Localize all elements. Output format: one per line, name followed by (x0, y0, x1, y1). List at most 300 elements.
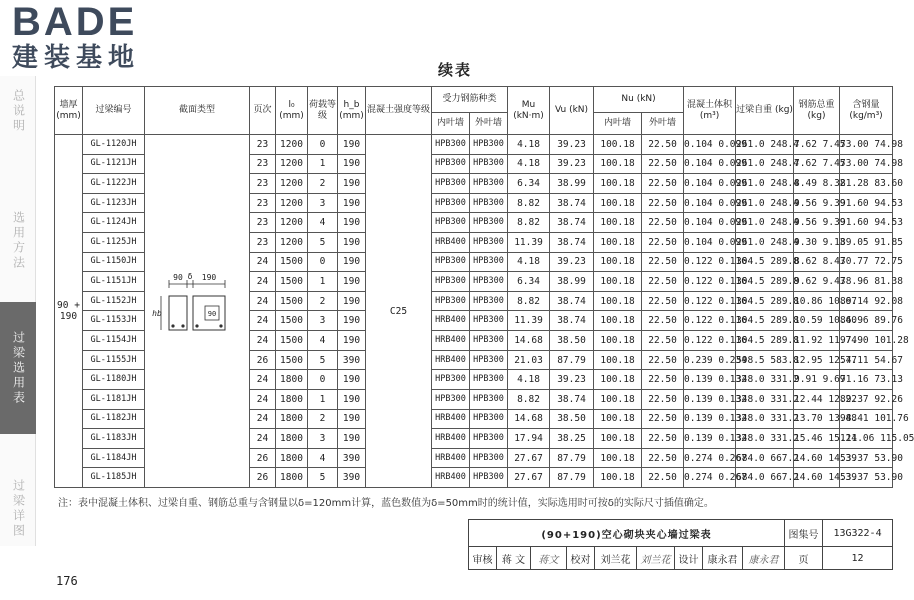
page-cell: 23 (250, 154, 276, 174)
load-cell: 0 (308, 252, 338, 272)
conc-vol-cell: 0.274 0.267 (684, 448, 736, 468)
rebar-inner-cell: HPB300 (432, 272, 470, 292)
self-weight-cell: 261.0 248.4 (736, 174, 794, 194)
steel-rate-cell: 81.28 83.60 (840, 174, 893, 194)
check-label: 校对 (567, 547, 595, 570)
load-cell: 0 (308, 135, 338, 155)
steel-total-cell: 15.46 15.24 (794, 429, 840, 449)
nu-outer-cell: 22.50 (642, 154, 684, 174)
vu-cell: 38.74 (550, 193, 594, 213)
table-row (55, 135, 893, 155)
code-cell: GL-1150JH (83, 252, 145, 272)
nu-outer-cell: 22.50 (642, 252, 684, 272)
hb-cell: 190 (338, 389, 366, 409)
load-cell: 4 (308, 213, 338, 233)
brand-logo (12, 2, 182, 82)
nu-inner-cell: 100.18 (594, 389, 642, 409)
header-section: 截面类型 (145, 87, 250, 135)
rebar-inner-cell: HRB400 (432, 350, 470, 370)
vu-cell: 39.23 (550, 252, 594, 272)
conc-vol-cell: 0.139 0.132 (684, 389, 736, 409)
nu-inner-cell: 100.18 (594, 174, 642, 194)
hb-cell: 190 (338, 370, 366, 390)
l0-cell: 1200 (276, 213, 308, 233)
nu-inner-cell: 100.18 (594, 272, 642, 292)
steel-rate-cell: 89.05 91.85 (840, 233, 893, 253)
hb-cell: 190 (338, 193, 366, 213)
load-cell: 1 (308, 272, 338, 292)
hb-cell: 190 (338, 311, 366, 331)
steel-rate-cell: 91.60 94.53 (840, 193, 893, 213)
conc-vol-cell: 0.122 0.116 (684, 252, 736, 272)
conc-vol-cell: 0.104 0.099 (684, 193, 736, 213)
code-cell: GL-1122JH (83, 174, 145, 194)
header-steel-rate: 含钢量 (kg/m³) (840, 87, 893, 135)
nu-outer-cell: 22.50 (642, 448, 684, 468)
reviewer-name: 蒋 文 (497, 547, 531, 570)
steel-total-cell: 12.44 12.22 (794, 389, 840, 409)
vu-cell: 39.23 (550, 154, 594, 174)
nu-outer-cell: 22.50 (642, 135, 684, 155)
l0-cell: 1800 (276, 448, 308, 468)
hb-cell: 190 (338, 154, 366, 174)
rebar-inner-cell: HPB300 (432, 154, 470, 174)
steel-total-cell: 8.62 8.43 (794, 252, 840, 272)
title-block (468, 519, 893, 570)
mu-cell: 14.68 (508, 331, 550, 351)
nu-outer-cell: 22.50 (642, 311, 684, 331)
steel-rate-cell: 111.06 115.05 (840, 429, 893, 449)
rebar-outer-cell: HPB300 (470, 252, 508, 272)
header-beam-code: 过梁编号 (83, 87, 145, 135)
self-weight-cell: 348.0 331.2 (736, 409, 794, 429)
conc-vol-cell: 0.104 0.099 (684, 213, 736, 233)
self-weight-cell: 684.0 667.2 (736, 468, 794, 488)
header-steel-total: 钢筋总重 (kg) (794, 87, 840, 135)
vu-cell: 38.25 (550, 429, 594, 449)
steel-rate-cell: 98.41 101.76 (840, 409, 893, 429)
hb-cell: 390 (338, 350, 366, 370)
l0-cell: 1500 (276, 311, 308, 331)
page-cell: 24 (250, 291, 276, 311)
nu-outer-cell: 22.50 (642, 331, 684, 351)
nu-outer-cell: 22.50 (642, 429, 684, 449)
code-cell: GL-1124JH (83, 213, 145, 233)
mu-cell: 11.39 (508, 233, 550, 253)
side-tab-detail[interactable]: 过梁详图 (11, 479, 26, 539)
rebar-outer-cell: HPB300 (470, 193, 508, 213)
mu-cell: 17.94 (508, 429, 550, 449)
rebar-inner-cell: HRB400 (432, 331, 470, 351)
mu-cell: 8.82 (508, 291, 550, 311)
steel-rate-cell: 53.37 53.90 (840, 468, 893, 488)
nu-outer-cell: 22.50 (642, 291, 684, 311)
rebar-inner-cell: HPB300 (432, 291, 470, 311)
load-cell: 3 (308, 429, 338, 449)
rebar-outer-cell: HPB300 (470, 291, 508, 311)
vu-cell: 38.99 (550, 272, 594, 292)
steel-total-cell: 9.62 9.43 (794, 272, 840, 292)
page-cell: 23 (250, 174, 276, 194)
page-cell: 24 (250, 389, 276, 409)
header-vu: Vu (kN) (550, 87, 594, 135)
steel-rate-cell: 91.60 94.53 (840, 213, 893, 233)
l0-cell: 1200 (276, 233, 308, 253)
steel-rate-cell: 54.11 54.67 (840, 350, 893, 370)
rebar-outer-cell: HPB300 (470, 311, 508, 331)
drawing-page-number: 12 (823, 547, 893, 570)
self-weight-cell: 304.5 289.8 (736, 272, 794, 292)
hb-cell: 190 (338, 331, 366, 351)
rebar-outer-cell: HPB300 (470, 331, 508, 351)
steel-rate-cell: 86.96 89.76 (840, 311, 893, 331)
rebar-outer-cell: HPB300 (470, 429, 508, 449)
concrete-grade-cell: C25 (366, 135, 432, 488)
mu-cell: 4.18 (508, 154, 550, 174)
nu-inner-cell: 100.18 (594, 350, 642, 370)
conc-vol-cell: 0.122 0.116 (684, 311, 736, 331)
page-cell: 23 (250, 135, 276, 155)
load-cell: 5 (308, 233, 338, 253)
page-cell: 26 (250, 468, 276, 488)
page-cell: 24 (250, 429, 276, 449)
page-cell: 24 (250, 370, 276, 390)
steel-total-cell: 9.56 9.39 (794, 213, 840, 233)
rebar-outer-cell: HPB300 (470, 135, 508, 155)
page-cell: 24 (250, 311, 276, 331)
page-cell: 24 (250, 409, 276, 429)
load-cell: 0 (308, 370, 338, 390)
load-cell: 4 (308, 448, 338, 468)
rebar-outer-cell: HPB300 (470, 409, 508, 429)
rebar-inner-cell: HPB300 (432, 213, 470, 233)
l0-cell: 1800 (276, 409, 308, 429)
mu-cell: 8.82 (508, 213, 550, 233)
code-cell: GL-1185JH (83, 468, 145, 488)
mu-cell: 21.03 (508, 350, 550, 370)
hb-cell: 190 (338, 291, 366, 311)
rebar-outer-cell: HPB300 (470, 468, 508, 488)
self-weight-cell: 261.0 248.4 (736, 154, 794, 174)
l0-cell: 1500 (276, 331, 308, 351)
self-weight-cell: 684.0 667.2 (736, 448, 794, 468)
load-cell: 2 (308, 174, 338, 194)
header-nu-inner: 内叶墙 (594, 113, 642, 135)
vu-cell: 38.50 (550, 409, 594, 429)
self-weight-cell: 261.0 248.4 (736, 135, 794, 155)
self-weight-cell: 598.5 583.8 (736, 350, 794, 370)
l0-cell: 1200 (276, 174, 308, 194)
code-cell: GL-1181JH (83, 389, 145, 409)
code-cell: GL-1121JH (83, 154, 145, 174)
vu-cell: 38.74 (550, 389, 594, 409)
l0-cell: 1500 (276, 252, 308, 272)
rebar-inner-cell: HPB300 (432, 370, 470, 390)
page-cell: 24 (250, 331, 276, 351)
self-weight-cell: 348.0 331.2 (736, 389, 794, 409)
steel-total-cell: 9.56 9.39 (794, 193, 840, 213)
steel-total-cell: 7.62 7.45 (794, 135, 840, 155)
page-label: 页 (785, 547, 823, 570)
section-delta: δ (187, 271, 193, 281)
conc-vol-cell: 0.239 0.234 (684, 350, 736, 370)
nu-outer-cell: 22.50 (642, 409, 684, 429)
nu-inner-cell: 100.18 (594, 311, 642, 331)
reviewer-signature: 蒋文 (531, 547, 567, 570)
section-dim-left: 90 (173, 272, 183, 282)
load-cell: 5 (308, 350, 338, 370)
nu-inner-cell: 100.18 (594, 154, 642, 174)
checker-signature: 刘兰花 (637, 547, 675, 570)
load-cell: 1 (308, 154, 338, 174)
rebar-outer-cell: HPB300 (470, 233, 508, 253)
nu-outer-cell: 22.50 (642, 213, 684, 233)
header-rebar-group: 受力钢筋种类 (432, 87, 508, 113)
side-tab-general[interactable]: 总说明 (11, 88, 26, 134)
rebar-inner-cell: HRB400 (432, 468, 470, 488)
steel-total-cell: 8.49 8.32 (794, 174, 840, 194)
self-weight-cell: 261.0 248.4 (736, 193, 794, 213)
mu-cell: 4.18 (508, 135, 550, 155)
mu-cell: 4.18 (508, 252, 550, 272)
side-tabs (0, 76, 36, 546)
nu-outer-cell: 22.50 (642, 193, 684, 213)
self-weight-cell: 348.0 331.2 (736, 370, 794, 390)
mu-cell: 4.18 (508, 370, 550, 390)
load-cell: 5 (308, 468, 338, 488)
header-l0: l₀ (mm) (276, 87, 308, 135)
table-body (55, 135, 914, 488)
nu-inner-cell: 100.18 (594, 370, 642, 390)
section-h-label: 90 (207, 309, 217, 318)
steel-rate-cell: 53.37 53.90 (840, 448, 893, 468)
steel-total-cell: 13.70 13.48 (794, 409, 840, 429)
code-cell: GL-1152JH (83, 291, 145, 311)
page-cell: 24 (250, 252, 276, 272)
steel-total-cell: 9.30 9.13 (794, 233, 840, 253)
steel-total-cell: 11.92 11.74 (794, 331, 840, 351)
vu-cell: 87.79 (550, 350, 594, 370)
nu-inner-cell: 100.18 (594, 193, 642, 213)
hb-cell: 190 (338, 272, 366, 292)
nu-outer-cell: 22.50 (642, 350, 684, 370)
header-concrete: 混凝土强度等级 (366, 87, 432, 135)
table-note: 注：表中混凝土体积、过梁自重、钢筋总重与含钢量以δ=120mm计算，蓝色数值为δ=50mm时的统计值，实际选用时可按δ的实际尺寸插值确定。 (58, 498, 714, 509)
conc-vol-cell: 0.122 0.116 (684, 272, 736, 292)
conc-vol-cell: 0.122 0.116 (684, 331, 736, 351)
rebar-outer-cell: HPB300 (470, 213, 508, 233)
steel-rate-cell: 70.77 72.75 (840, 252, 893, 272)
conc-vol-cell: 0.104 0.099 (684, 154, 736, 174)
vu-cell: 39.23 (550, 370, 594, 390)
load-cell: 3 (308, 193, 338, 213)
conc-vol-cell: 0.139 0.132 (684, 409, 736, 429)
conc-vol-cell: 0.139 0.132 (684, 370, 736, 390)
load-cell: 2 (308, 291, 338, 311)
rebar-outer-cell: HPB300 (470, 448, 508, 468)
steel-total-cell: 7.62 7.45 (794, 154, 840, 174)
vu-cell: 38.74 (550, 291, 594, 311)
code-cell: GL-1183JH (83, 429, 145, 449)
steel-rate-cell: 73.00 74.98 (840, 154, 893, 174)
self-weight-cell: 304.5 289.8 (736, 252, 794, 272)
code-cell: GL-1120JH (83, 135, 145, 155)
vu-cell: 38.74 (550, 213, 594, 233)
vu-cell: 38.74 (550, 233, 594, 253)
nu-inner-cell: 100.18 (594, 233, 642, 253)
section-dim-right: 190 (201, 272, 217, 282)
nu-inner-cell: 100.18 (594, 409, 642, 429)
page-cell: 23 (250, 213, 276, 233)
conc-vol-cell: 0.104 0.099 (684, 174, 736, 194)
checker-name: 刘兰花 (595, 547, 637, 570)
conc-vol-cell: 0.139 0.132 (684, 429, 736, 449)
header-load: 荷载等级 (308, 87, 338, 135)
conc-vol-cell: 0.274 0.267 (684, 468, 736, 488)
code-cell: GL-1182JH (83, 409, 145, 429)
steel-rate-cell: 89.14 92.08 (840, 291, 893, 311)
nu-outer-cell: 22.50 (642, 389, 684, 409)
rebar-inner-cell: HPB300 (432, 193, 470, 213)
code-cell: GL-1123JH (83, 193, 145, 213)
vu-cell: 87.79 (550, 468, 594, 488)
header-nu-outer: 外叶墙 (642, 113, 684, 135)
nu-inner-cell: 100.18 (594, 331, 642, 351)
self-weight-cell: 304.5 289.8 (736, 331, 794, 351)
rebar-inner-cell: HRB400 (432, 311, 470, 331)
drawing-title: (90+190)空心砌块夹心墙过梁表 (469, 520, 785, 547)
steel-rate-cell: 89.37 92.26 (840, 389, 893, 409)
vu-cell: 38.74 (550, 311, 594, 331)
header-rebar-outer: 外叶墙 (470, 113, 508, 135)
self-weight-cell: 348.0 331.2 (736, 429, 794, 449)
nu-inner-cell: 100.18 (594, 252, 642, 272)
conc-vol-cell: 0.104 0.099 (684, 233, 736, 253)
self-weight-cell: 304.5 289.8 (736, 311, 794, 331)
l0-cell: 1200 (276, 135, 308, 155)
designer-signature: 康永君 (743, 547, 785, 570)
rebar-inner-cell: HRB400 (432, 409, 470, 429)
mu-cell: 6.34 (508, 174, 550, 194)
rebar-inner-cell: HPB300 (432, 389, 470, 409)
mu-cell: 11.39 (508, 311, 550, 331)
designer-name: 康永君 (703, 547, 743, 570)
conc-vol-cell: 0.122 0.116 (684, 291, 736, 311)
nu-inner-cell: 100.18 (594, 213, 642, 233)
nu-inner-cell: 100.18 (594, 291, 642, 311)
rebar-inner-cell: HRB400 (432, 429, 470, 449)
rebar-outer-cell: HPB300 (470, 174, 508, 194)
design-label: 设计 (675, 547, 703, 570)
load-cell: 3 (308, 311, 338, 331)
self-weight-cell: 261.0 248.4 (736, 233, 794, 253)
nu-inner-cell: 100.18 (594, 429, 642, 449)
section-diagram-cell (145, 135, 250, 488)
section-hb-label: hb (152, 308, 162, 318)
l0-cell: 1500 (276, 272, 308, 292)
beam-table (54, 86, 914, 488)
nu-outer-cell: 22.50 (642, 272, 684, 292)
rebar-outer-cell: HPB300 (470, 389, 508, 409)
atlas-number: 13G322-4 (823, 520, 893, 547)
side-tab-selection[interactable]: 过梁选用表 (0, 302, 36, 434)
header-wall: 墙厚 (mm) (55, 87, 83, 135)
vu-cell: 39.23 (550, 135, 594, 155)
mu-cell: 8.82 (508, 193, 550, 213)
page-cell: 23 (250, 233, 276, 253)
steel-rate-cell: 73.00 74.98 (840, 135, 893, 155)
rebar-outer-cell: HPB300 (470, 154, 508, 174)
hb-cell: 190 (338, 135, 366, 155)
rebar-outer-cell: HPB300 (470, 272, 508, 292)
header-mu: Mu (kN·m) (508, 87, 550, 135)
section-diagram (147, 270, 247, 350)
code-cell: GL-1155JH (83, 350, 145, 370)
code-cell: GL-1184JH (83, 448, 145, 468)
load-cell: 2 (308, 409, 338, 429)
nu-outer-cell: 22.50 (642, 174, 684, 194)
header-hb: h_b (mm) (338, 87, 366, 135)
page-cell: 26 (250, 448, 276, 468)
brand-subtitle: 建装基地 (12, 43, 141, 73)
steel-total-cell: 9.91 9.69 (794, 370, 840, 390)
rebar-inner-cell: HRB400 (432, 233, 470, 253)
mu-cell: 8.82 (508, 389, 550, 409)
review-label: 审核 (469, 547, 497, 570)
header-page: 页次 (250, 87, 276, 135)
conc-vol-cell: 0.104 0.099 (684, 135, 736, 155)
rebar-inner-cell: HPB300 (432, 135, 470, 155)
hb-cell: 390 (338, 448, 366, 468)
rebar-inner-cell: HPB300 (432, 252, 470, 272)
wall-thickness-cell: 90 + 190 (55, 135, 83, 488)
side-tab-method[interactable]: 选用方法 (11, 211, 26, 271)
code-cell: GL-1151JH (83, 272, 145, 292)
mu-cell: 27.67 (508, 448, 550, 468)
brand-logo-text: BADE (12, 0, 138, 44)
page-cell: 26 (250, 350, 276, 370)
mu-cell: 27.67 (508, 468, 550, 488)
header-conc-vol: 混凝土体积 (m³) (684, 87, 736, 135)
l0-cell: 1500 (276, 291, 308, 311)
steel-total-cell: 14.60 14.39 (794, 468, 840, 488)
self-weight-cell: 304.5 289.8 (736, 291, 794, 311)
l0-cell: 1800 (276, 389, 308, 409)
page-cell: 23 (250, 193, 276, 213)
hb-cell: 190 (338, 233, 366, 253)
vu-cell: 87.79 (550, 448, 594, 468)
hb-cell: 190 (338, 252, 366, 272)
rebar-outer-cell: HPB300 (470, 350, 508, 370)
vu-cell: 38.50 (550, 331, 594, 351)
hb-cell: 390 (338, 468, 366, 488)
code-cell: GL-1125JH (83, 233, 145, 253)
code-cell: GL-1180JH (83, 370, 145, 390)
l0-cell: 1800 (276, 429, 308, 449)
load-cell: 4 (308, 331, 338, 351)
nu-outer-cell: 22.50 (642, 233, 684, 253)
page-number: 176 (56, 574, 78, 588)
code-cell: GL-1153JH (83, 311, 145, 331)
steel-rate-cell: 97.90 101.28 (840, 331, 893, 351)
steel-rate-cell: 71.16 73.13 (840, 370, 893, 390)
mu-cell: 14.68 (508, 409, 550, 429)
header-self-weight: 过梁自重 (kg) (736, 87, 794, 135)
l0-cell: 1800 (276, 468, 308, 488)
mu-cell: 6.34 (508, 272, 550, 292)
hb-cell: 190 (338, 213, 366, 233)
steel-total-cell: 10.86 10.67 (794, 291, 840, 311)
